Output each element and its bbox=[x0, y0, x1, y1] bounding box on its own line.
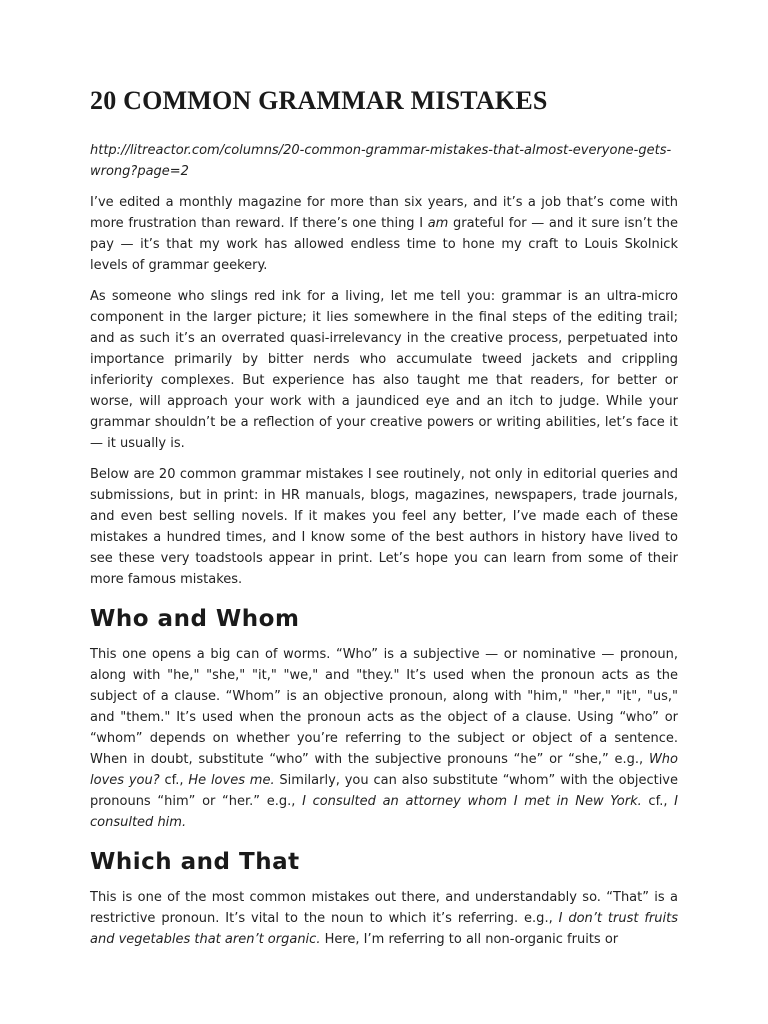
intro-p1-text-a: I’ve edited a monthly magazine for more than six years, and it’s a job that’s come with more frustration than reward. If there’s one thing I bbox=[90, 195, 678, 231]
section-heading-who-whom: Who and Whom bbox=[90, 606, 300, 632]
section-paragraph-which-that bbox=[90, 887, 678, 950]
who-whom-example-4: I consulted him. bbox=[90, 794, 678, 830]
document-content bbox=[90, 84, 678, 960]
which-that-text-c: Here, I’m referring to all non-organic fruits or bbox=[320, 932, 619, 947]
section-heading-which-that: Which and That bbox=[90, 849, 300, 875]
intro-p1-text-c: grateful for — and it sure isn’t the pay — it’s that my work has allowed endless time to hone my craft to Louis Skolnick levels of grammar geekery. bbox=[90, 216, 678, 273]
who-whom-example-2: He loves me. bbox=[188, 773, 275, 788]
intro-paragraph-3: Below are 20 common grammar mistakes I see routinely, not only in editorial queries and submissions, but in print: in HR manuals, blogs, magazines, newspapers, trade journals, and even best selling novels. If it makes you feel any better, I’ve made each of these mistakes a hundred times, and I know some of the best authors in history have lived to see these very toadstools appear in print. Let’s hope you can learn from some of their more famous mistakes. bbox=[90, 467, 678, 587]
source-url: http://litreactor.com/columns/20-common-grammar-mistakes-that-almost-everyone-gets-wrong?page=2 bbox=[90, 143, 672, 179]
who-whom-example-3: I consulted an attorney whom I met in New York. bbox=[302, 794, 642, 809]
who-whom-example-1: Who loves you? bbox=[90, 752, 678, 788]
page-title: 20 COMMON GRAMMAR MISTAKES bbox=[90, 86, 548, 115]
who-whom-text-g: cf., bbox=[641, 794, 675, 809]
intro-paragraph-2: As someone who slings red ink for a living, let me tell you: grammar is an ultra-micro component in the larger picture; it lies somewhere in the final steps of the editing trail; and as such it’s an overrated quasi-irrelevancy in the creative process, perpetuated into importance primarily by bitter nerds who accumulate tweed jackets and crippling inferiority complexes. But experience has also taught me that readers, for better or worse, will approach your work with a jaundiced eye and an itch to judge. While your grammar shouldn’t be a reflection of your creative powers or writing abilities, let’s face it — it usually is. bbox=[90, 289, 678, 451]
section-paragraph-who-whom bbox=[90, 644, 678, 833]
which-that-example-1: I don’t trust fruits and vegetables that aren’t organic. bbox=[90, 911, 678, 947]
who-whom-text-a: This one opens a big can of worms. “Who” is a subjective — or nominative — pronoun, along with "he," "she," "it," "we," and "they." It’s used when the pronoun acts as the subject of a clause. “Whom” is an objective pronoun, along with "him," "her," "it", "us," and "them." It’s used when the pronoun acts as the object of a clause. Using “who” or “whom” depends on whether you’re referring to the subject or object of a sentence. When in doubt, substitute “who” with the subjective pronouns “he” or “she,” e.g., bbox=[90, 647, 678, 767]
which-that-text-a: This is one of the most common mistakes out there, and understandably so. “That” is a restrictive pronoun. It’s vital to the noun to which it’s referring. e.g., bbox=[90, 890, 678, 926]
who-whom-text-c: cf., bbox=[159, 773, 189, 788]
who-whom-text-e: Similarly, you can also substitute “whom” with the objective pronouns “him” or “her.” e.g., bbox=[90, 773, 678, 809]
intro-p1-emphasis: am bbox=[427, 216, 449, 231]
intro-paragraph-1 bbox=[90, 192, 678, 276]
